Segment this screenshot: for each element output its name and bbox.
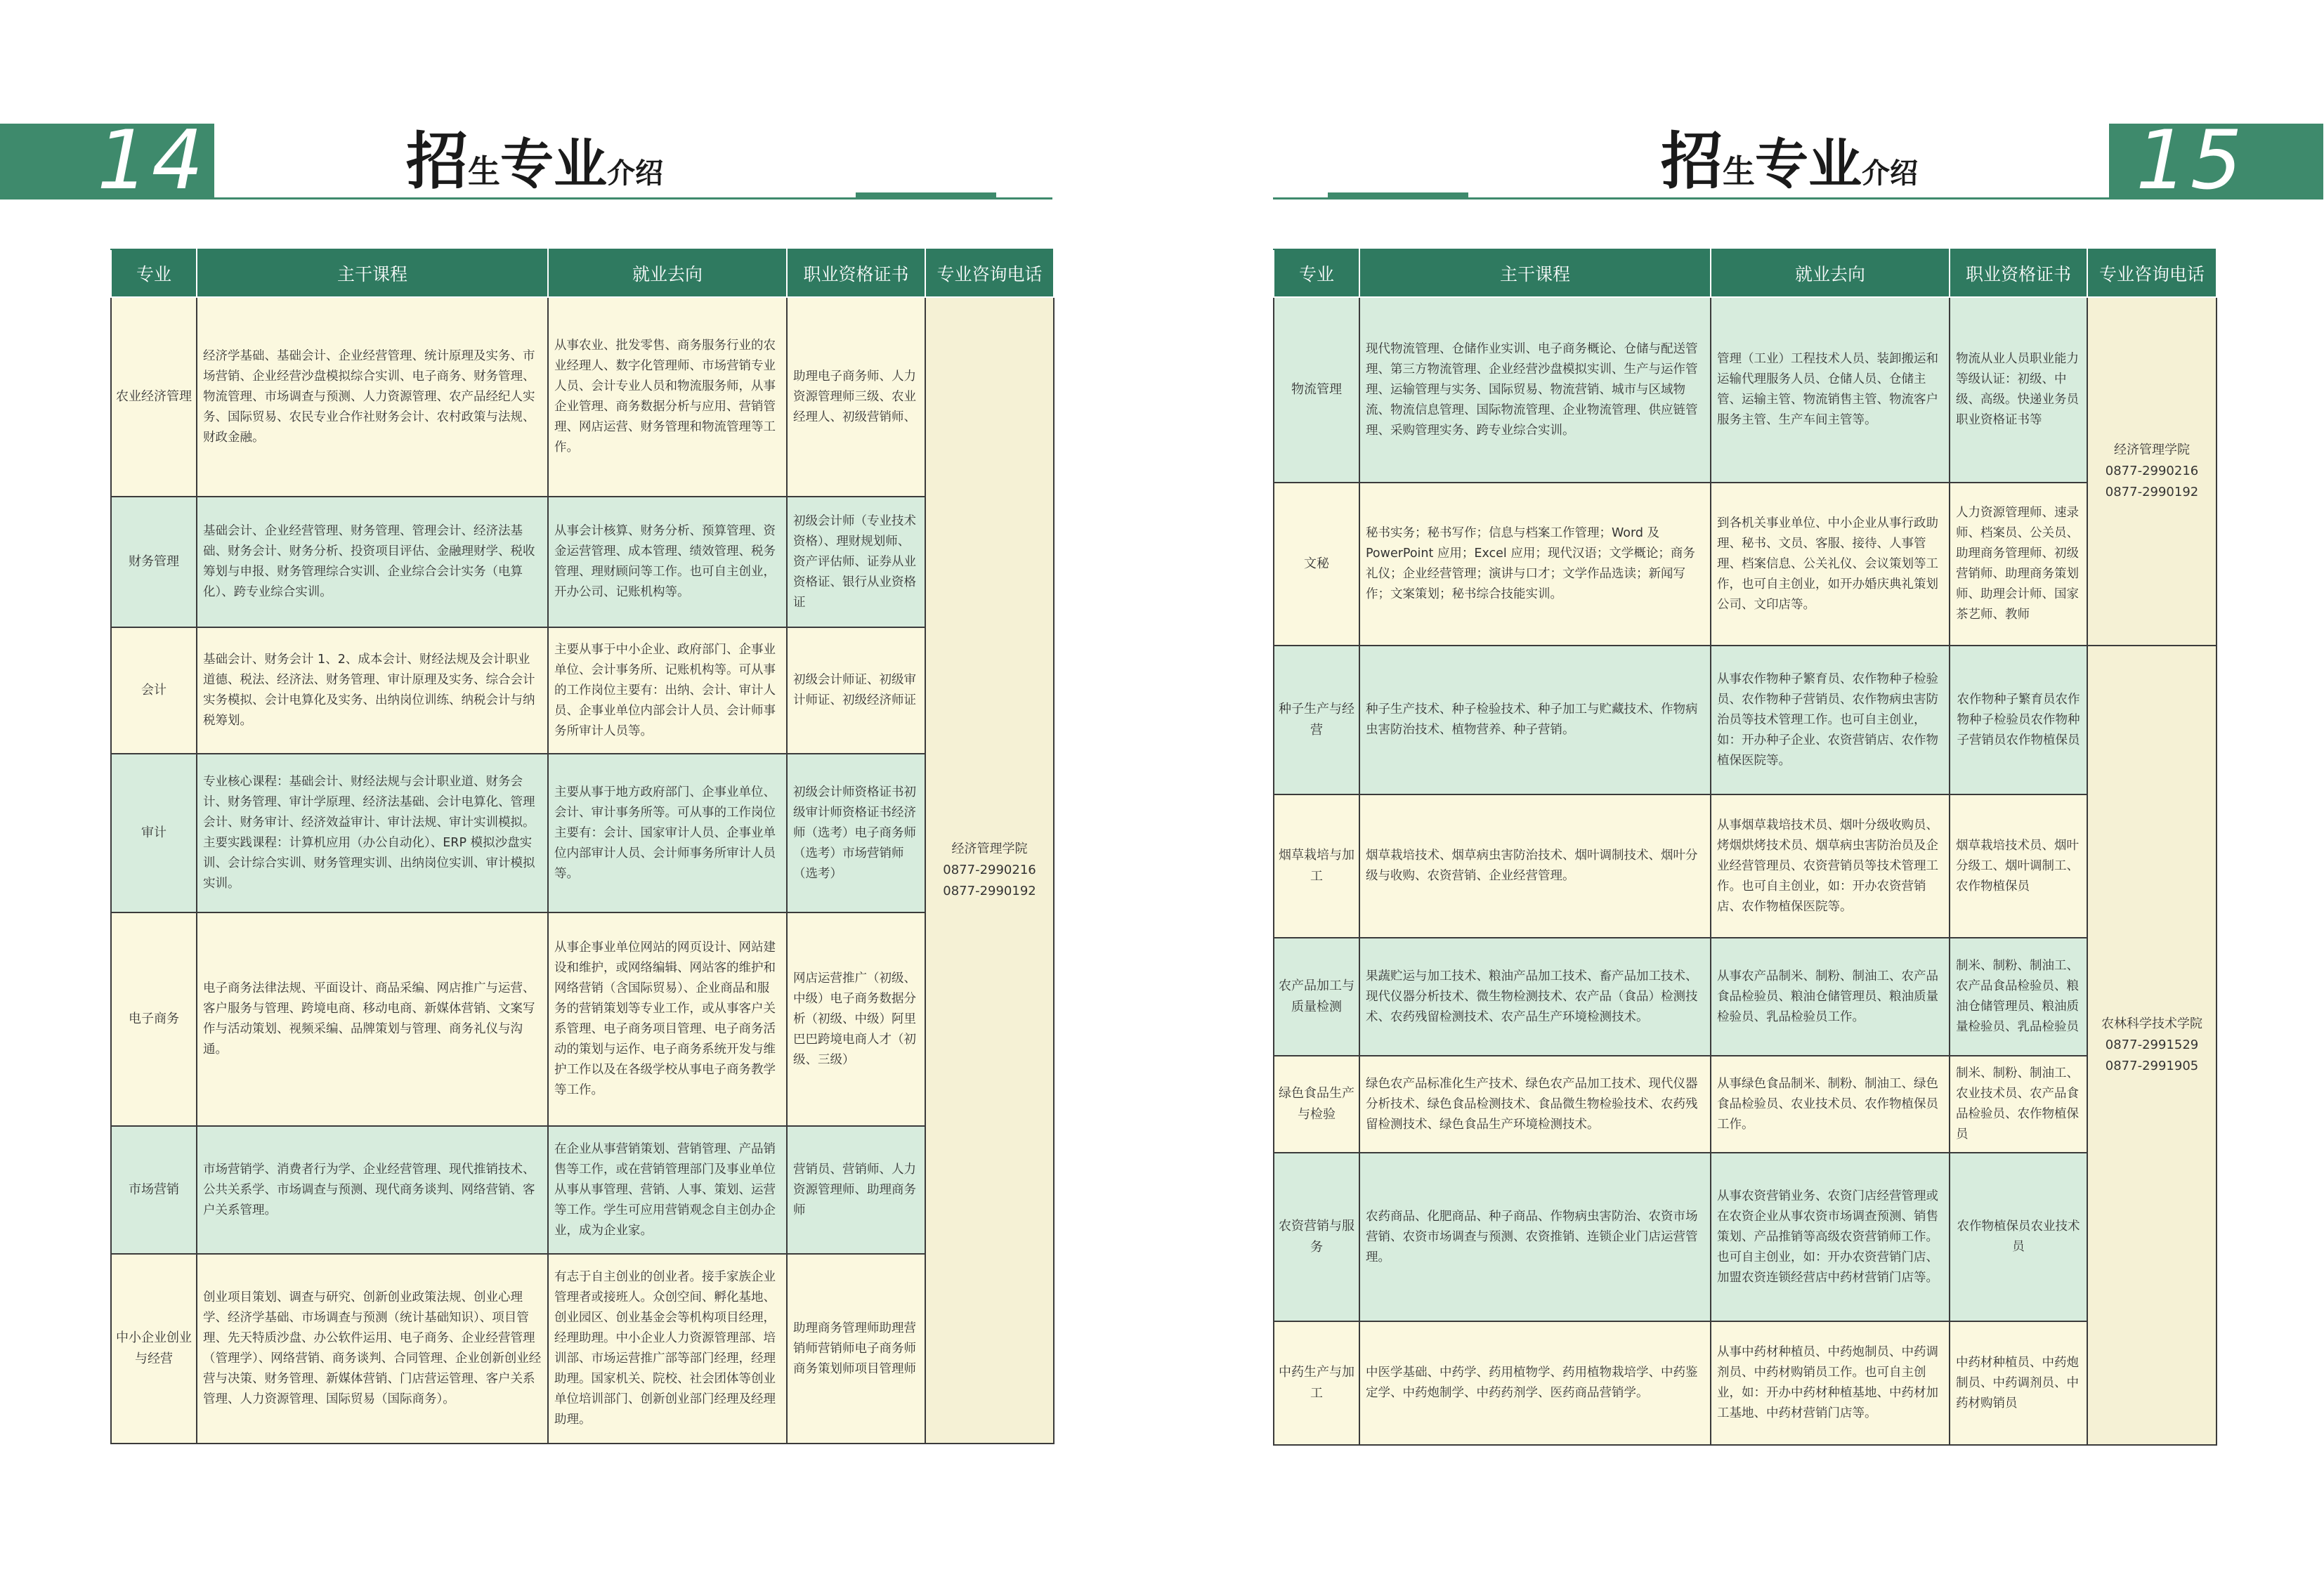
- consult-tel-1: 0877-2990216: [943, 863, 1036, 877]
- jobs-cell: 主要从事于中小企业、政府部门、企事业单位、会计事务所、记账机构等。可从事的工作岗位主要有：出纳、会计、审计人员、企事业单位内部会计人员、会计师事务所审计人员等。: [548, 627, 787, 754]
- table-row: [111, 497, 1054, 627]
- table-row: [111, 627, 1054, 754]
- consult-dept: 经济管理学院: [2114, 443, 2190, 457]
- jobs-cell: 管理（工业）工程技术人员、装卸搬运和运输代理服务人员、仓储人员、仓储主管、运输主管、物流销售主管、物流客户服务主管、生产车间主管等。: [1711, 297, 1950, 483]
- header-jobs: 就业去向: [1711, 249, 1950, 297]
- certs-cell: 制米、制粉、制油工、农产品食品检验员、粮油仓储管理员、粮油质量检验员、乳品检验员: [1950, 938, 2087, 1056]
- jobs-cell: 从事烟草栽培技术员、烟叶分级收购员、烤烟烘烤技术员、烟草病虫害防治员及企业经营管理员、农资营销员等技术管理工作。也可自主创业，如：开办农资营销店、农作物植保医院等。: [1711, 794, 1950, 938]
- table-row: [1274, 483, 2217, 646]
- header-courses: 主干课程: [1359, 249, 1711, 297]
- courses-cell: 经济学基础、基础会计、企业经营管理、统计原理及实务、市场营销、企业经营沙盘模拟综合实训、电子商务、财务管理、物流管理、市场调查与预测、人力资源管理、农产品经纪人实务、国际贸易、农民专业合作社财务会计、农村政策与法规、财政金融。: [197, 297, 548, 497]
- header-consult: 专业咨询电话: [2087, 249, 2217, 297]
- certs-cell: 物流从业人员职业能力等级认证：初级、中级、高级。快递业务员职业资格证书等: [1950, 297, 2087, 483]
- certs-cell: 初级会计师证、初级审计师证、初级经济师证: [787, 627, 925, 754]
- major-name: 烟草栽培与加工: [1274, 794, 1359, 938]
- table-row: [111, 754, 1054, 912]
- consult-tel-2: 0877-2990192: [2105, 485, 2199, 499]
- courses-cell: 秘书实务；秘书写作；信息与档案工作管理；Word 及 PowerPoint 应用；Excel 应用；现代汉语；文学概论；商务礼仪；企业经营管理；演讲与口才；文学作品选读；新闻写作；文案策划；秘书综合技能实训。: [1359, 483, 1711, 646]
- courses-cell: 农药商品、化肥商品、种子商品、作物病虫害防治、农资市场营销、农资市场调查与预测、农资推销、连锁企业门店运营管理。: [1359, 1153, 1711, 1321]
- certs-cell: 助理电子商务师、人力资源管理师三级、农业经理人、初级营销师、: [787, 297, 925, 497]
- courses-cell: 烟草栽培技术、烟草病虫害防治技术、烟叶调制技术、烟叶分级与收购、农资营销、企业经营管理。: [1359, 794, 1711, 938]
- consult-tel-2: 0877-2991905: [2105, 1059, 2199, 1073]
- major-name: 会计: [111, 627, 197, 754]
- consult-cell-economics: [2087, 297, 2217, 646]
- major-name: 电子商务: [111, 912, 197, 1126]
- jobs-cell: 从事企事业单位网站的网页设计、网站建设和维护，或网络编辑、网站客的维护和网络营销（含国际贸易）、企业商品和服务的营销策划等专业工作，或从事客户关系管理、电子商务项目管理、电子商务活动的策划与运作、电子商务系统开发与维护工作以及在各级学校从事电子商务教学等工作。: [548, 912, 787, 1126]
- certs-cell: 制米、制粉、制油工、农业技术员、农产品食品检验员、农作物植保员: [1950, 1056, 2087, 1153]
- jobs-cell: 从事农产品制米、制粉、制油工、农产品食品检验员、粮油仓储管理员、粮油质量检验员、乳品检验员工作。: [1711, 938, 1950, 1056]
- page-title: 招生专业介绍: [406, 125, 664, 197]
- courses-cell: 创业项目策划、调查与研究、创新创业政策法规、创业心理学、经济学基础、市场调查与预测（统计基础知识）、项目管理、先天特质沙盘、办公软件运用、电子商务、企业经营管理（管理学）、网络营销、商务谈判、合同管理、企业创新创业经营与决策、财务管理、新媒体营销、门店营运管理、客户关系管理、人力资源管理、国际贸易（国际商务）。: [197, 1254, 548, 1444]
- courses-cell: 种子生产技术、种子检验技术、种子加工与贮藏技术、作物病虫害防治技术、植物营养、种子营销。: [1359, 646, 1711, 794]
- header-consult: 专业咨询电话: [925, 249, 1054, 297]
- certs-cell: 网店运营推广（初级、中级）电子商务数据分析（初级、中级）阿里巴巴跨境电商人才（初级、三级）: [787, 912, 925, 1126]
- table-header-row: [1274, 249, 2217, 297]
- courses-cell: 市场营销学、消费者行为学、企业经营管理、现代推销技术、公共关系学、市场调查与预测、现代商务谈判、网络营销、客户关系管理。: [197, 1126, 548, 1254]
- table-header-row: [111, 249, 1054, 297]
- jobs-cell: 从事农资营销业务、农资门店经营管理或在农资企业从事农资市场调查预测、销售策划、产品推销等高级农资营销师工作。也可自主创业，如：开办农资营销门店、加盟农资连锁经营店中药材营销门店等。: [1711, 1153, 1950, 1321]
- courses-cell: 电子商务法律法规、平面设计、商品采编、网店推广与运营、客户服务与管理、跨境电商、移动电商、新媒体营销、文案写作与活动策划、视频采编、品牌策划与管理、商务礼仪与沟通。: [197, 912, 548, 1126]
- certs-cell: 中药材种植员、中药炮制员、中药调剂员、中药材购销员: [1950, 1321, 2087, 1445]
- table-row: [1274, 1321, 2217, 1445]
- courses-cell: 绿色农产品标准化生产技术、绿色农产品加工技术、现代仪器分析技术、绿色食品检测技术、食品微生物检验技术、农药残留检测技术、绿色食品生产环境检测技术。: [1359, 1056, 1711, 1153]
- header-accent-bar: [1328, 192, 1468, 198]
- certs-cell: 初级会计师资格证书初级审计师资格证书经济师（选考）电子商务师（选考）市场营销师（选考）: [787, 754, 925, 912]
- header-accent-bar: [856, 192, 996, 198]
- consult-dept: 农林科学技术学院: [2101, 1016, 2202, 1031]
- major-name: 种子生产与经营: [1274, 646, 1359, 794]
- consult-cell-agri: [2087, 646, 2217, 1445]
- major-name: 中药生产与加工: [1274, 1321, 1359, 1445]
- certs-cell: 烟草栽培技术员、烟叶分级工、烟叶调制工、农作物植保员: [1950, 794, 2087, 938]
- major-name: 财务管理: [111, 497, 197, 627]
- major-name: 市场营销: [111, 1126, 197, 1254]
- page-number: 15: [2136, 113, 2245, 208]
- table-row: [1274, 938, 2217, 1056]
- header-major: 专业: [111, 249, 197, 297]
- page-number: 14: [97, 113, 207, 208]
- major-name: 农产品加工与质量检测: [1274, 938, 1359, 1056]
- jobs-cell: 主要从事于地方政府部门、企事业单位、会计、审计事务所等。可从事的工作岗位主要有：会计、国家审计人员、企事业单位内部审计人员、会计师事务所审计人员等。: [548, 754, 787, 912]
- major-name: 农资营销与服务: [1274, 1153, 1359, 1321]
- major-name: 审计: [111, 754, 197, 912]
- major-name: 农业经济管理: [111, 297, 197, 497]
- courses-cell: 果蔬贮运与加工技术、粮油产品加工技术、畜产品加工技术、现代仪器分析技术、微生物检测技术、农产品（食品）检测技术、农药残留检测技术、农产品生产环境检测技术。: [1359, 938, 1711, 1056]
- jobs-cell: 从事绿色食品制米、制粉、制油工、绿色食品检验员、农业技术员、农作物植保员工作。: [1711, 1056, 1950, 1153]
- header-jobs: 就业去向: [548, 249, 787, 297]
- table-row: [1274, 1153, 2217, 1321]
- table-row: [111, 297, 1054, 497]
- jobs-cell: 从事农作物种子繁育员、农作物种子检验员、农作物种子营销员、农作物病虫害防治员等技术管理工作。也可自主创业，如：开办种子企业、农资营销店、农作物植保医院等。: [1711, 646, 1950, 794]
- consult-dept: 经济管理学院: [951, 842, 1028, 856]
- certs-cell: 助理商务管理师助理营销师营销师电子商务师商务策划师项目管理师: [787, 1254, 925, 1444]
- major-name: 绿色食品生产与检验: [1274, 1056, 1359, 1153]
- table-row: [1274, 297, 2217, 483]
- jobs-cell: 到各机关事业单位、中小企业从事行政助理、秘书、文员、客服、接待、人事管理、档案信息、公关礼仪、会议策划等工作，也可自主创业，如开办婚庆典礼策划公司、文印店等。: [1711, 483, 1950, 646]
- certs-cell: 农作物植保员农业技术员: [1950, 1153, 2087, 1321]
- major-name: 物流管理: [1274, 297, 1359, 483]
- table-row: [111, 1254, 1054, 1444]
- header-courses: 主干课程: [197, 249, 548, 297]
- courses-cell: 专业核心课程：基础会计、财经法规与会计职业道、财务会计、财务管理、审计学原理、经济法基础、会计电算化、管理会计、财务审计、经济效益审计、审计法规、审计实训模拟。主要实践课程：计算机应用（办公自动化）、ERP 模拟沙盘实训、会计综合实训、财务管理实训、出纳岗位实训、审计模拟实训。: [197, 754, 548, 912]
- courses-cell: 基础会计、财务会计 1、2、成本会计、财经法规及会计职业道德、税法、经济法、财务管理、审计原理及实务、综合会计实务模拟、会计电算化及实务、出纳岗位训练、纳税会计与纳税筹划。: [197, 627, 548, 754]
- table-row: [111, 912, 1054, 1126]
- major-name: 文秘: [1274, 483, 1359, 646]
- jobs-cell: 从事农业、批发零售、商务服务行业的农业经理人、数字化管理师、市场营销专业人员、会计专业人员和物流服务师，从事企业管理、商务数据分析与应用、营销管理、网店运营、财务管理和物流管理等工作。: [548, 297, 787, 497]
- courses-cell: 中医学基础、中药学、药用植物学、药用植物栽培学、中药鉴定学、中药炮制学、中药药剂学、医药商品营销学。: [1359, 1321, 1711, 1445]
- jobs-cell: 在企业从事营销策划、营销管理、产品销售等工作，或在营销管理部门及事业单位从事从事管理、营销、人事、策划、运营等工作。学生可应用营销观念自主创办企业，成为企业家。: [548, 1126, 787, 1254]
- certs-cell: 农作物种子繁育员农作物种子检验员农作物种子营销员农作物植保员: [1950, 646, 2087, 794]
- header-certs: 职业资格证书: [787, 249, 925, 297]
- table-row: [1274, 646, 2217, 794]
- table-row: [1274, 794, 2217, 938]
- program-table: [1273, 249, 2217, 1446]
- consult-tel-1: 0877-2991529: [2105, 1038, 2199, 1052]
- certs-cell: 人力资源管理师、速录师、档案员、公关员、助理商务管理师、初级营销师、助理商务策划师、助理会计师、国家茶艺师、教师: [1950, 483, 2087, 646]
- courses-cell: 现代物流管理、仓储作业实训、电子商务概论、仓储与配送管理、第三方物流管理、企业经营沙盘模拟实训、生产与运作管理、运输管理与实务、国际贸易、物流营销、城市与区域物流、物流信息管理、国际物流管理、企业物流管理、供应链管理、采购管理实务、跨专业综合实训。: [1359, 297, 1711, 483]
- right-page: [1162, 0, 2324, 1577]
- jobs-cell: 从事会计核算、财务分析、预算管理、资金运营管理、成本管理、绩效管理、税务管理、理财顾问等工作。也可自主创业，开办公司、记账机构等。: [548, 497, 787, 627]
- major-name: 中小企业创业与经营: [111, 1254, 197, 1444]
- consult-tel-2: 0877-2990192: [943, 884, 1036, 898]
- certs-cell: 初级会计师（专业技术资格）、理财规划师、资产评估师、证券从业资格证、银行从业资格证: [787, 497, 925, 627]
- table-row: [1274, 1056, 2217, 1153]
- header-certs: 职业资格证书: [1950, 249, 2087, 297]
- consult-cell: [925, 297, 1054, 1444]
- consult-tel-1: 0877-2990216: [2105, 464, 2199, 478]
- certs-cell: 营销员、营销师、人力资源管理师、助理商务师: [787, 1126, 925, 1254]
- jobs-cell: 有志于自主创业的创业者。接手家族企业管理者或接班人。众创空间、孵化基地、创业园区、创业基金会等机构项目经理，经理助理。中小企业人力资源管理部、培训部、市场运营推广部等部门经理，经理助理。国家机关、院校、社会团体等创业单位培训部门、创新创业部门经理及经理助理。: [548, 1254, 787, 1444]
- header-major: 专业: [1274, 249, 1359, 297]
- program-table: [110, 249, 1055, 1444]
- page-title: 招生专业介绍: [1661, 125, 1919, 197]
- table-row: [111, 1126, 1054, 1254]
- courses-cell: 基础会计、企业经营管理、财务管理、管理会计、经济法基础、财务会计、财务分析、投资项目评估、金融理财学、税收筹划与申报、财务管理综合实训、企业综合会计实务（电算化）、跨专业综合实训。: [197, 497, 548, 627]
- jobs-cell: 从事中药材种植员、中药炮制员、中药调剂员、中药材购销员工作。也可自主创业，如：开办中药材种植基地、中药材加工基地、中药材营销门店等。: [1711, 1321, 1950, 1445]
